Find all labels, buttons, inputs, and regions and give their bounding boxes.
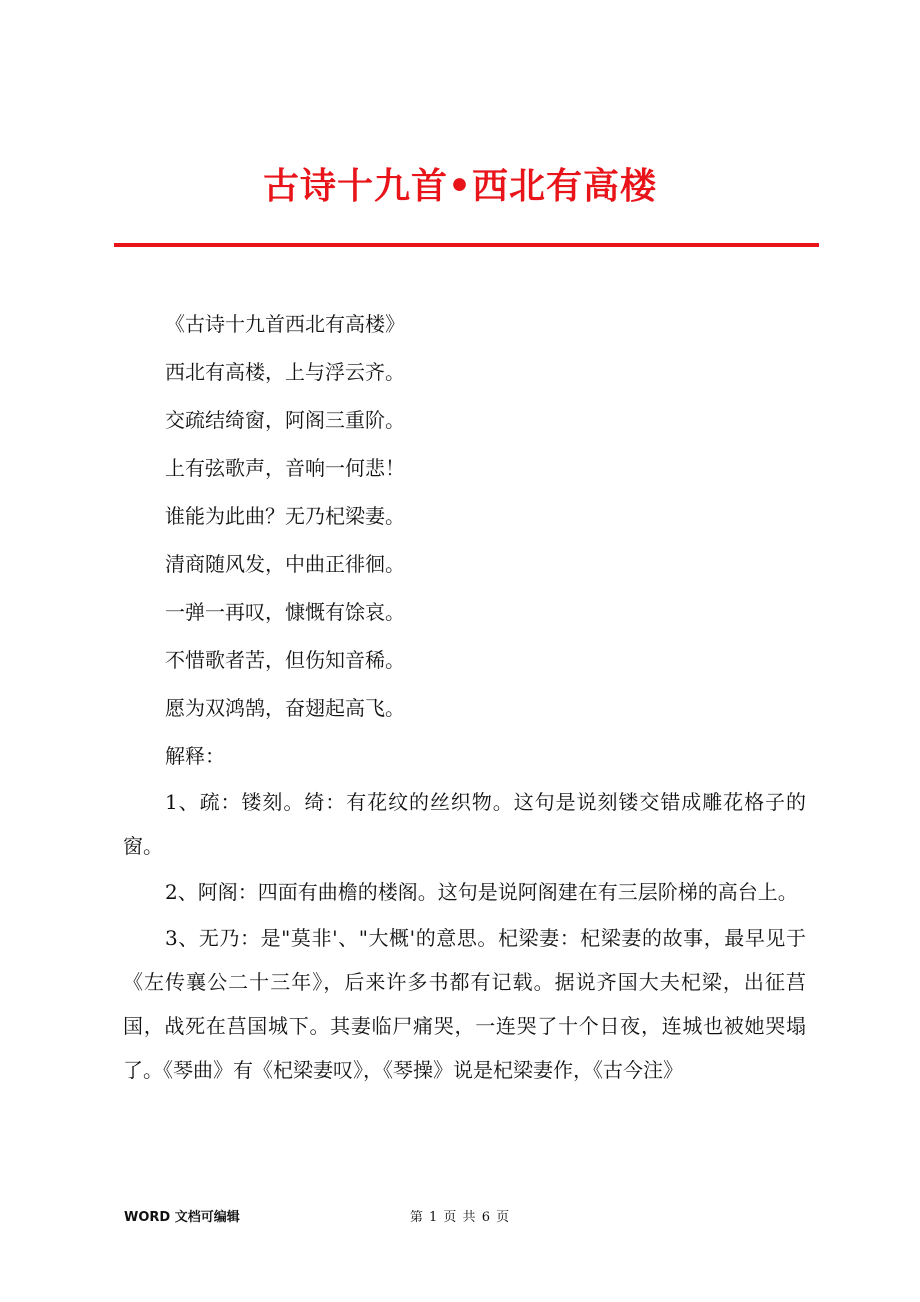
note-paragraph: 3、无乃：是"莫非'、"大概'的意思。杞梁妻：杞梁妻的故事，最早见于《左传襄公二十三年》，后来许多书都有记载。据说齐国大夫杞梁，出征莒国，战死在莒国城下。其妻临尸痛哭，一连哭了十个日夜，连城也被她哭塌了。《琴曲》有《杞梁妻叹》，《琴操》说是杞梁妻作，《古今注》: [123, 926, 806, 1082]
poem-line: 交疏结绮窗，阿阁三重阶。: [165, 408, 405, 432]
note-paragraph: 1、疏：镂刻。绮：有花纹的丝织物。这句是说刻镂交错成雕花格子的窗。: [123, 790, 806, 858]
poem-line: 谁能为此曲？无乃杞梁妻。: [165, 504, 405, 528]
document-body: [123, 300, 806, 1092]
footer-editable-label: WORD 文档可编辑: [124, 1210, 240, 1225]
footer-page-number: 第 1 页 共 6 页: [409, 1210, 511, 1225]
title-divider: [114, 243, 819, 247]
poem-line: 愿为双鸿鹄，奋翅起高飞。: [165, 696, 405, 720]
poem-heading: 《古诗十九首西北有高楼》: [165, 312, 405, 336]
page-title: 古诗十九首•西北有高楼: [262, 165, 657, 207]
poem-line: 西北有高楼，上与浮云齐。: [165, 360, 405, 384]
explanation-label: 解释：: [165, 744, 225, 768]
note-paragraph: 2、阿阁：四面有曲檐的楼阁。这句是说阿阁建在有三层阶梯的高台上。: [165, 880, 798, 904]
poem-line: 一弹一再叹，慷慨有馀哀。: [165, 600, 405, 624]
poem-line: 上有弦歌声，音响一何悲！: [165, 456, 405, 480]
poem-line: 清商随风发，中曲正徘徊。: [165, 552, 405, 576]
poem-line: 不惜歌者苦，但伤知音稀。: [165, 648, 405, 672]
